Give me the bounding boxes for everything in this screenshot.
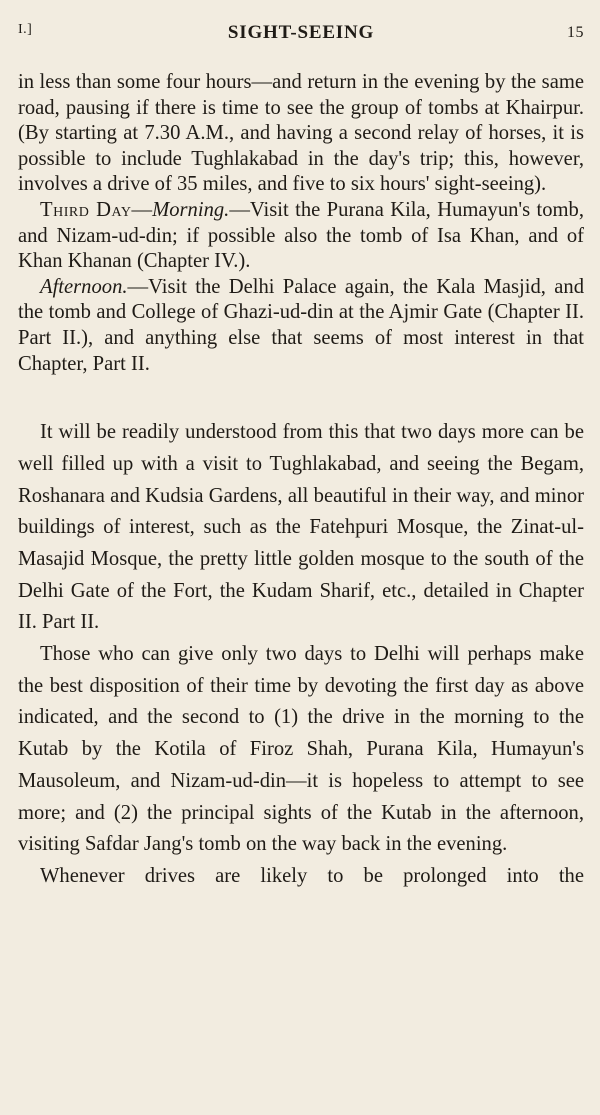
- page-body: [18, 70, 584, 893]
- chapter-marker: I.]: [18, 22, 33, 37]
- paragraph-two-more-days: It will be readily understood from this that two days more can be well filled up with a visit to Tughlakabad, and seeing the Begam, Roshanara and Kudsia Gardens, all beautiful in their way, and minor buildings of interest, such as the Fatehpuri Mosque, the Zinat-ul-Masajid Mosque, the pretty little golden mosque to the south of the Delhi Gate of the Fort, the Kudam Sharif, etc., detailed in Chapter II. Part II.: [18, 421, 584, 634]
- afternoon-text: —Visit the Delhi Palace again, the Kala Masjid, and the tomb and College of Ghazi-ud-din at the Ajmir Gate (Chapter II. Part II.), and anything else that seems of most interest in that Chapter, Part II.: [18, 275, 584, 375]
- paragraph-two-days-only: Those who can give only two days to Delhi will perhaps make the best disposition of their time by devoting the first day as above indicated, and the second to (1) the drive in the morning to the Kutab by the Kotila of Firoz Shah, Purana Kila, Humayun's Mausoleum, and Nizam-ud-din—it is hopeless to attempt to see more; and (2) the principal sights of the Kutab in the afternoon, visiting Safdar Jang's tomb on the way back in the evening.: [18, 643, 584, 856]
- heading-dash: —: [131, 198, 153, 221]
- paragraph-third-day-afternoon: [18, 275, 584, 377]
- running-header: [18, 22, 584, 48]
- running-title: SIGHT-SEEING: [227, 22, 375, 43]
- morning-text: —Visit the Purana Kila, Humayun's tomb, and Nizam-ud-din; if possible also the tomb of Isa Khan, and of Khan Khanan (Chapter IV.).: [18, 198, 584, 273]
- advice-block: [18, 417, 584, 893]
- paragraph-third-day-morning: [18, 198, 584, 275]
- paragraph-continued: in less than some four hours—and return in the evening by the same road, pausing if there is time to see the group of tombs at Khairpur. (By starting at 7.30 A.M., and having a second relay of horses, it is possible to include Tughlakabad in the day's trip; this, however, involves a drive of 35 miles, and five to six hours' sight-seeing).: [18, 71, 584, 196]
- day-heading: Third Day: [40, 198, 132, 221]
- paragraph-drives: Whenever drives are likely to be prolonged into the: [40, 864, 584, 887]
- morning-subheading: Morning.: [152, 198, 230, 221]
- afternoon-subheading: Afternoon.: [40, 275, 128, 298]
- itinerary-block: [18, 70, 584, 377]
- page-number: 15: [567, 24, 584, 41]
